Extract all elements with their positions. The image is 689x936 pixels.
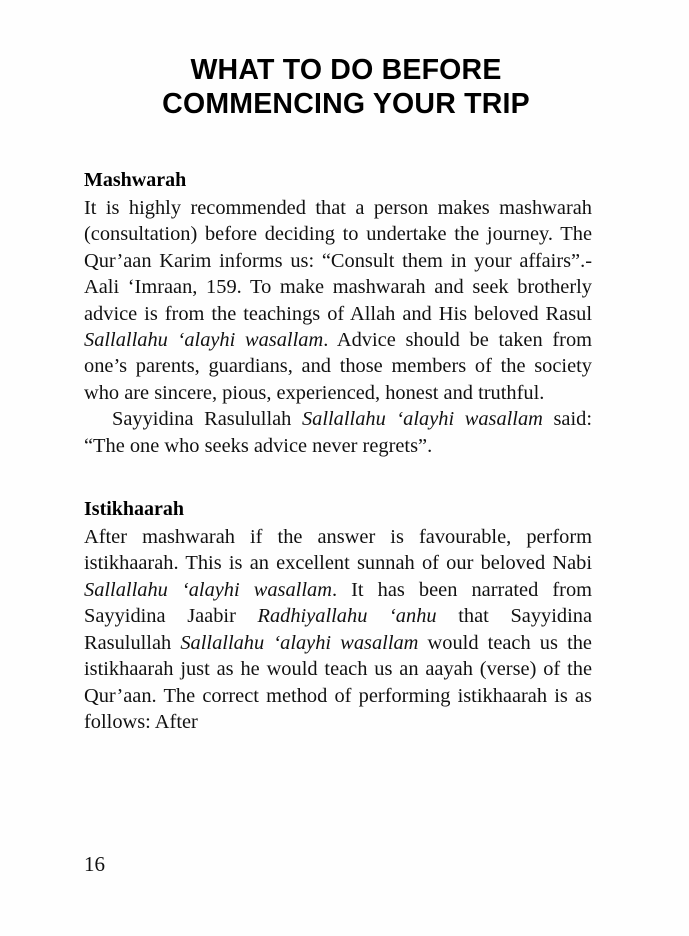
- page-number: 16: [84, 852, 105, 876]
- page-title: [96, 53, 596, 121]
- section-mashwarah: [84, 168, 592, 459]
- paragraph-mashwarah-2: Sayyidina Rasulullah Sallallahu ‘alayhi wasallam said: “The one who seeks advice never regrets”.: [84, 408, 593, 457]
- page-title-line-2: COMMENCING YOUR TRIP: [162, 88, 530, 121]
- section-istikhaarah: [84, 497, 592, 735]
- page-title-line-1: WHAT TO DO BEFORE: [190, 54, 502, 87]
- section-heading-mashwarah: Mashwarah: [84, 169, 187, 191]
- paragraph-istikhaarah-1: After mashwarah if the answer is favourable, perform istikhaarah. This is an excellent sunnah of our beloved Nabi Sallallahu ‘alayhi wasallam. It has been narrated from Sayyidina Jaabir Radhiyallahu ‘anhu that Sayyidina Rasulullah Sallallahu ‘alayhi wasallam would teach us the istikhaarah just as he would teach us an aayah (verse) of the Qur’aan. The correct method of performing istikhaarah is as follows: After: [84, 526, 592, 733]
- section-heading-istikhaarah: Istikhaarah: [84, 498, 185, 521]
- paragraph-mashwarah-1: It is highly recommended that a person makes mashwarah (consultation) before deciding to undertake the journey. The Qur’aan Karim informs us: “Consult them in your affairs”.-Aali ‘Imraan, 159. To make mashwarah and seek brotherly advice is from the teachings of Allah and His beloved Rasul Sallallahu ‘alayhi wasallam. Advice should be taken from one’s parents, guardians, and those members of the society who are sincere, pious, experienced, honest and truthful.: [84, 197, 592, 404]
- body-text-column: [84, 168, 592, 735]
- section-spacer: [84, 459, 592, 497]
